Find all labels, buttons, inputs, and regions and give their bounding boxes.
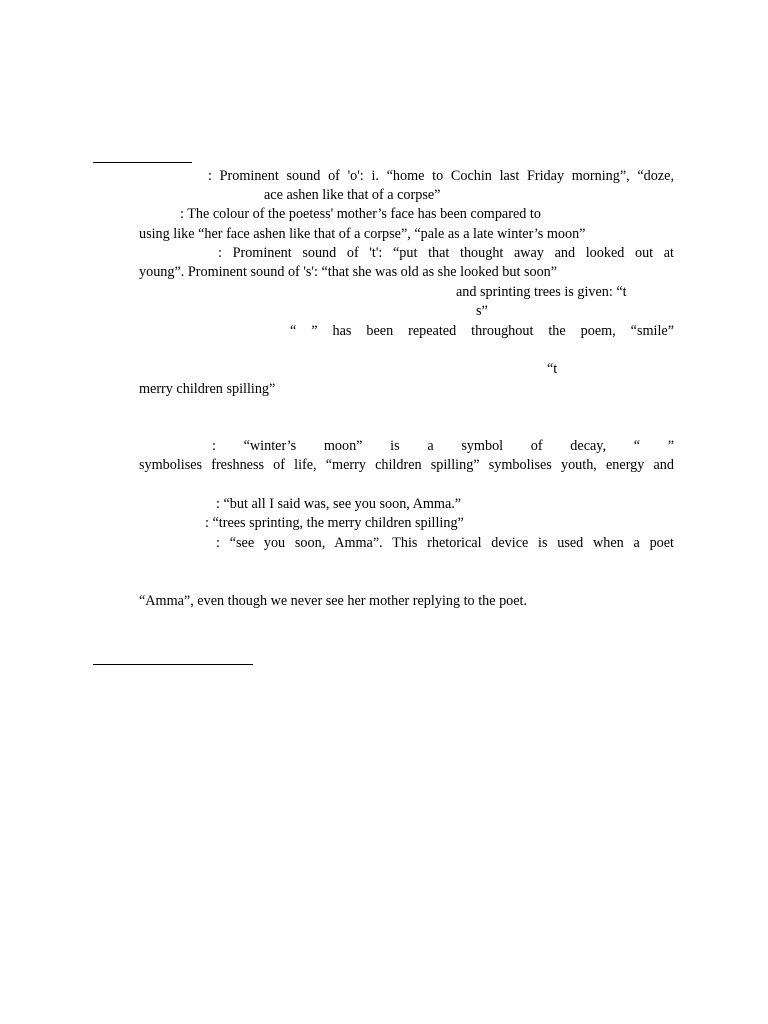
text-line: ace ashen like that of a corpse” bbox=[264, 187, 441, 203]
text-line: : The colour of the poetess' mother’s face has been compared to bbox=[180, 206, 541, 222]
text-line: : “see you soon, Amma”. This rhetorical device is used when a poet bbox=[216, 535, 674, 551]
text-line: : Prominent sound of 't': “put that thought away and looked out at bbox=[218, 245, 674, 261]
text-line: : Prominent sound of 'o': i. “home to Cochin last Friday morning”, “doze, bbox=[208, 168, 674, 184]
text-line: merry children spilling” bbox=[139, 381, 276, 397]
text-line: symbolises freshness of life, “merry children spilling” symbolises youth, energy and bbox=[139, 457, 674, 473]
text-line: young”. Prominent sound of 's': “that she was old as she looked but soon” bbox=[139, 264, 558, 280]
text-line: s” bbox=[476, 303, 488, 319]
text-line: : “trees sprinting, the merry children spilling” bbox=[205, 515, 464, 531]
text-line: “Amma”, even though we never see her mother replying to the poet. bbox=[139, 593, 528, 609]
section-rule-top bbox=[93, 162, 192, 163]
text-line: “ ” has been repeated throughout the poem, “smile” bbox=[290, 323, 674, 339]
text-line: : “winter’s moon” is a symbol of decay, “ ” bbox=[212, 438, 674, 454]
text-line: “t bbox=[547, 361, 558, 377]
text-line: : “but all I said was, see you soon, Amma.” bbox=[216, 496, 462, 512]
section-rule-bottom bbox=[93, 664, 253, 665]
text-line: and sprinting trees is given: “t bbox=[456, 284, 627, 300]
text-line: using like “her face ashen like that of a corpse”, “pale as a late winter’s moon” bbox=[139, 226, 586, 242]
